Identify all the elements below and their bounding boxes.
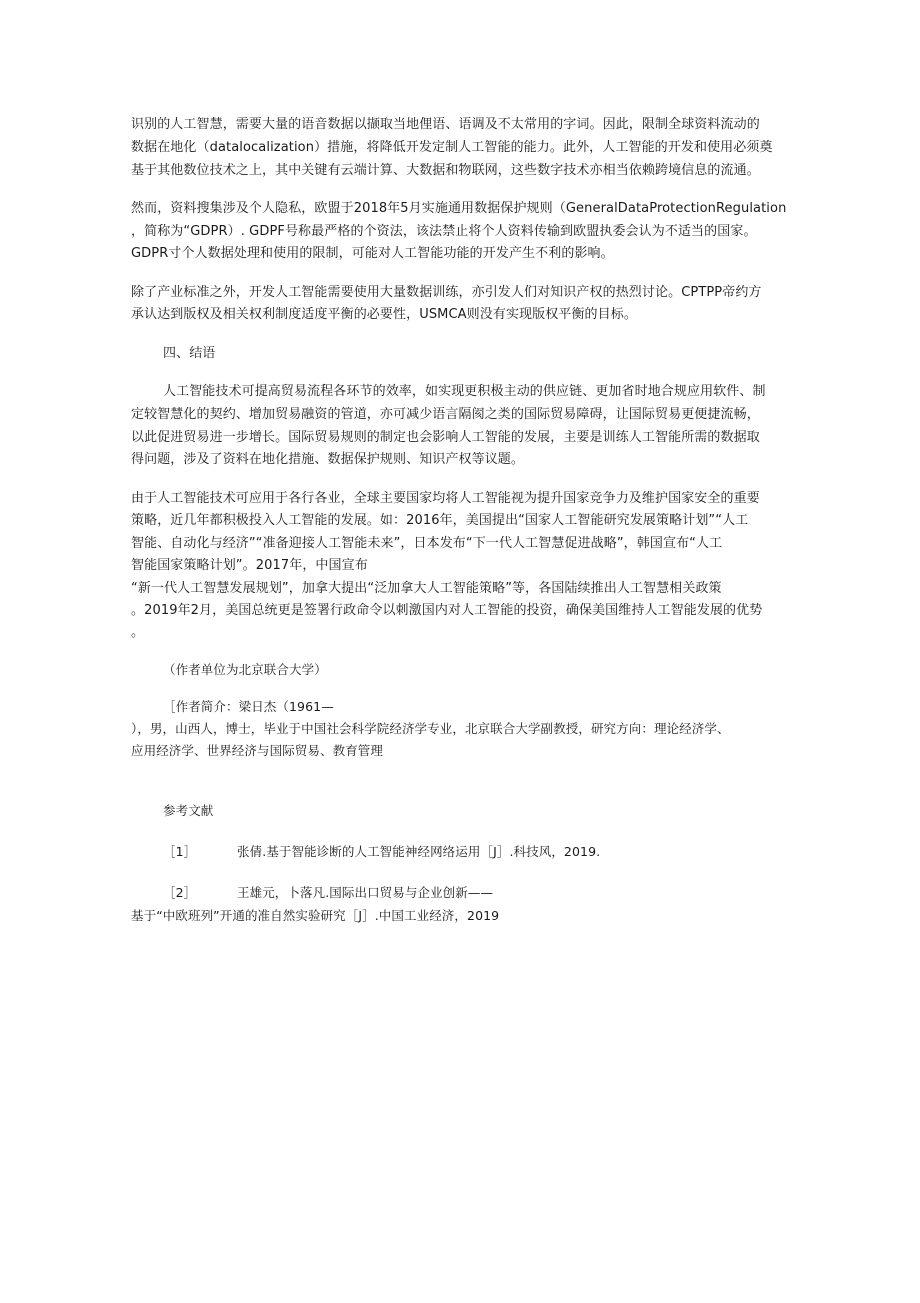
paragraph-line: 由于人工智能技术可应用于各行各业，全球主要国家均将人工智能视为提升国家竞争力及维护国家安全的重要	[131, 491, 760, 506]
author-bio-line: ［作者简介：梁日杰（1961—	[163, 699, 334, 714]
reference-text: 张倩.基于智能诊断的人工智能神经网络运用［J］.科技风，2019.	[237, 844, 601, 859]
author-affiliation: （作者单位为北京联合大学）	[163, 662, 327, 677]
paragraph-line: “新一代人工智慧发展规划”，加拿大提出“泛加拿大人工智能策略”等，各国陆续推出人工智慧相关政策	[131, 581, 722, 596]
paragraph-line: 以此促进贸易进一步增长。国际贸易规则的制定也会影响人工智能的发展，主要是训练人工智能所需的数据取	[131, 430, 760, 445]
paragraph-line: 策略，近几年都积极投入人工智能的发展。如：2016年，美国提出“国家人工智能研究发展策略计划”“人工	[131, 513, 749, 528]
paragraph-line: 除了产业标准之外，开发人工智能需要使用大量数据训练，亦引发人们对知识产权的热烈讨论。CPTPP帝约方	[131, 285, 762, 300]
paragraph-line: 识别的人工智慧，需要大量的语音数据以撷取当地俚语、语调及不太常用的字词。因此，限制全球资料流动的	[131, 117, 760, 132]
reference-number: ［2］	[163, 885, 197, 900]
paragraph-line: 基于其他数位技术之上，其中关键有云端计算、大数据和物联网，这些数字技术亦相当依赖跨境信息的流通。	[131, 163, 760, 178]
reference-text-continuation: 基于“中欧班列”开通的准自然实验研究［J］.中国工业经济，2019	[131, 908, 500, 923]
paragraph-line: GDPR寸个人数据处理和使用的限制，可能对人工智能功能的开发产生不利的影响。	[131, 246, 614, 261]
references-heading: 参考文献	[163, 803, 214, 818]
reference-text: 王雄元，卜落凡.国际出口贸易与企业创新——	[237, 885, 494, 900]
author-bio-line: 应用经济学、世界经济与国际贸易、教育管理	[131, 743, 384, 758]
paragraph-line: 。	[131, 625, 145, 640]
paragraph-line: 人工智能技术可提高贸易流程各环节的效率，如实现更积极主动的供应链、更加省时地合规应用软件、制	[163, 384, 766, 399]
paragraph-line: 数据在地化（datalocalization）措施，将降低开发定制人工智能的能力。此外，人工智能的开发和使用必须奠	[131, 140, 773, 155]
section-heading: 四、结语	[163, 346, 216, 361]
paragraph-line: 定较智慧化的契约、增加贸易融资的管道，亦可减少语言隔阂之类的国际贸易障碍，让国际贸易更便捷流畅，	[131, 407, 760, 422]
paragraph-line: 得问题，涉及了资料在地化措施、数据保护规则、知识产权等议题。	[131, 452, 525, 467]
paragraph-line: 承认达到版权及相关权利制度适度平衡的必要性，USMCA则没有实现版权平衡的目标。	[131, 307, 637, 322]
paragraph-line: ，简称为“GDPR）. GDPF号称最严格的个资法，该法禁止将个人资料传输到欧盟执委会认为不适当的国家。	[131, 224, 757, 239]
paragraph-line: 。2019年2月，美国总统更是签署行政命令以刺激国内对人工智能的投资，确保美国维持人工智能发展的优势	[131, 603, 763, 618]
paragraph-line: 智能国家策略计划”。2017年，中国宣布	[131, 558, 368, 573]
paragraph-line: 智能、自动化与经济”“准备迎接人工智能未来”，日本发布“下一代人工智慧促进战略”，韩国宣布“人工	[131, 536, 723, 551]
author-bio-line: ），男，山西人，博士，毕业于中国社会科学院经济学专业，北京联合大学副教授，研究方向：理论经济学、	[131, 721, 730, 736]
paragraph-line: 然而，资料搜集涉及个人隐私，欧盟于2018年5月实施通用数据保护规则（GeneralDataProtectionRegulation	[131, 201, 787, 216]
reference-number: ［1］	[163, 844, 197, 859]
